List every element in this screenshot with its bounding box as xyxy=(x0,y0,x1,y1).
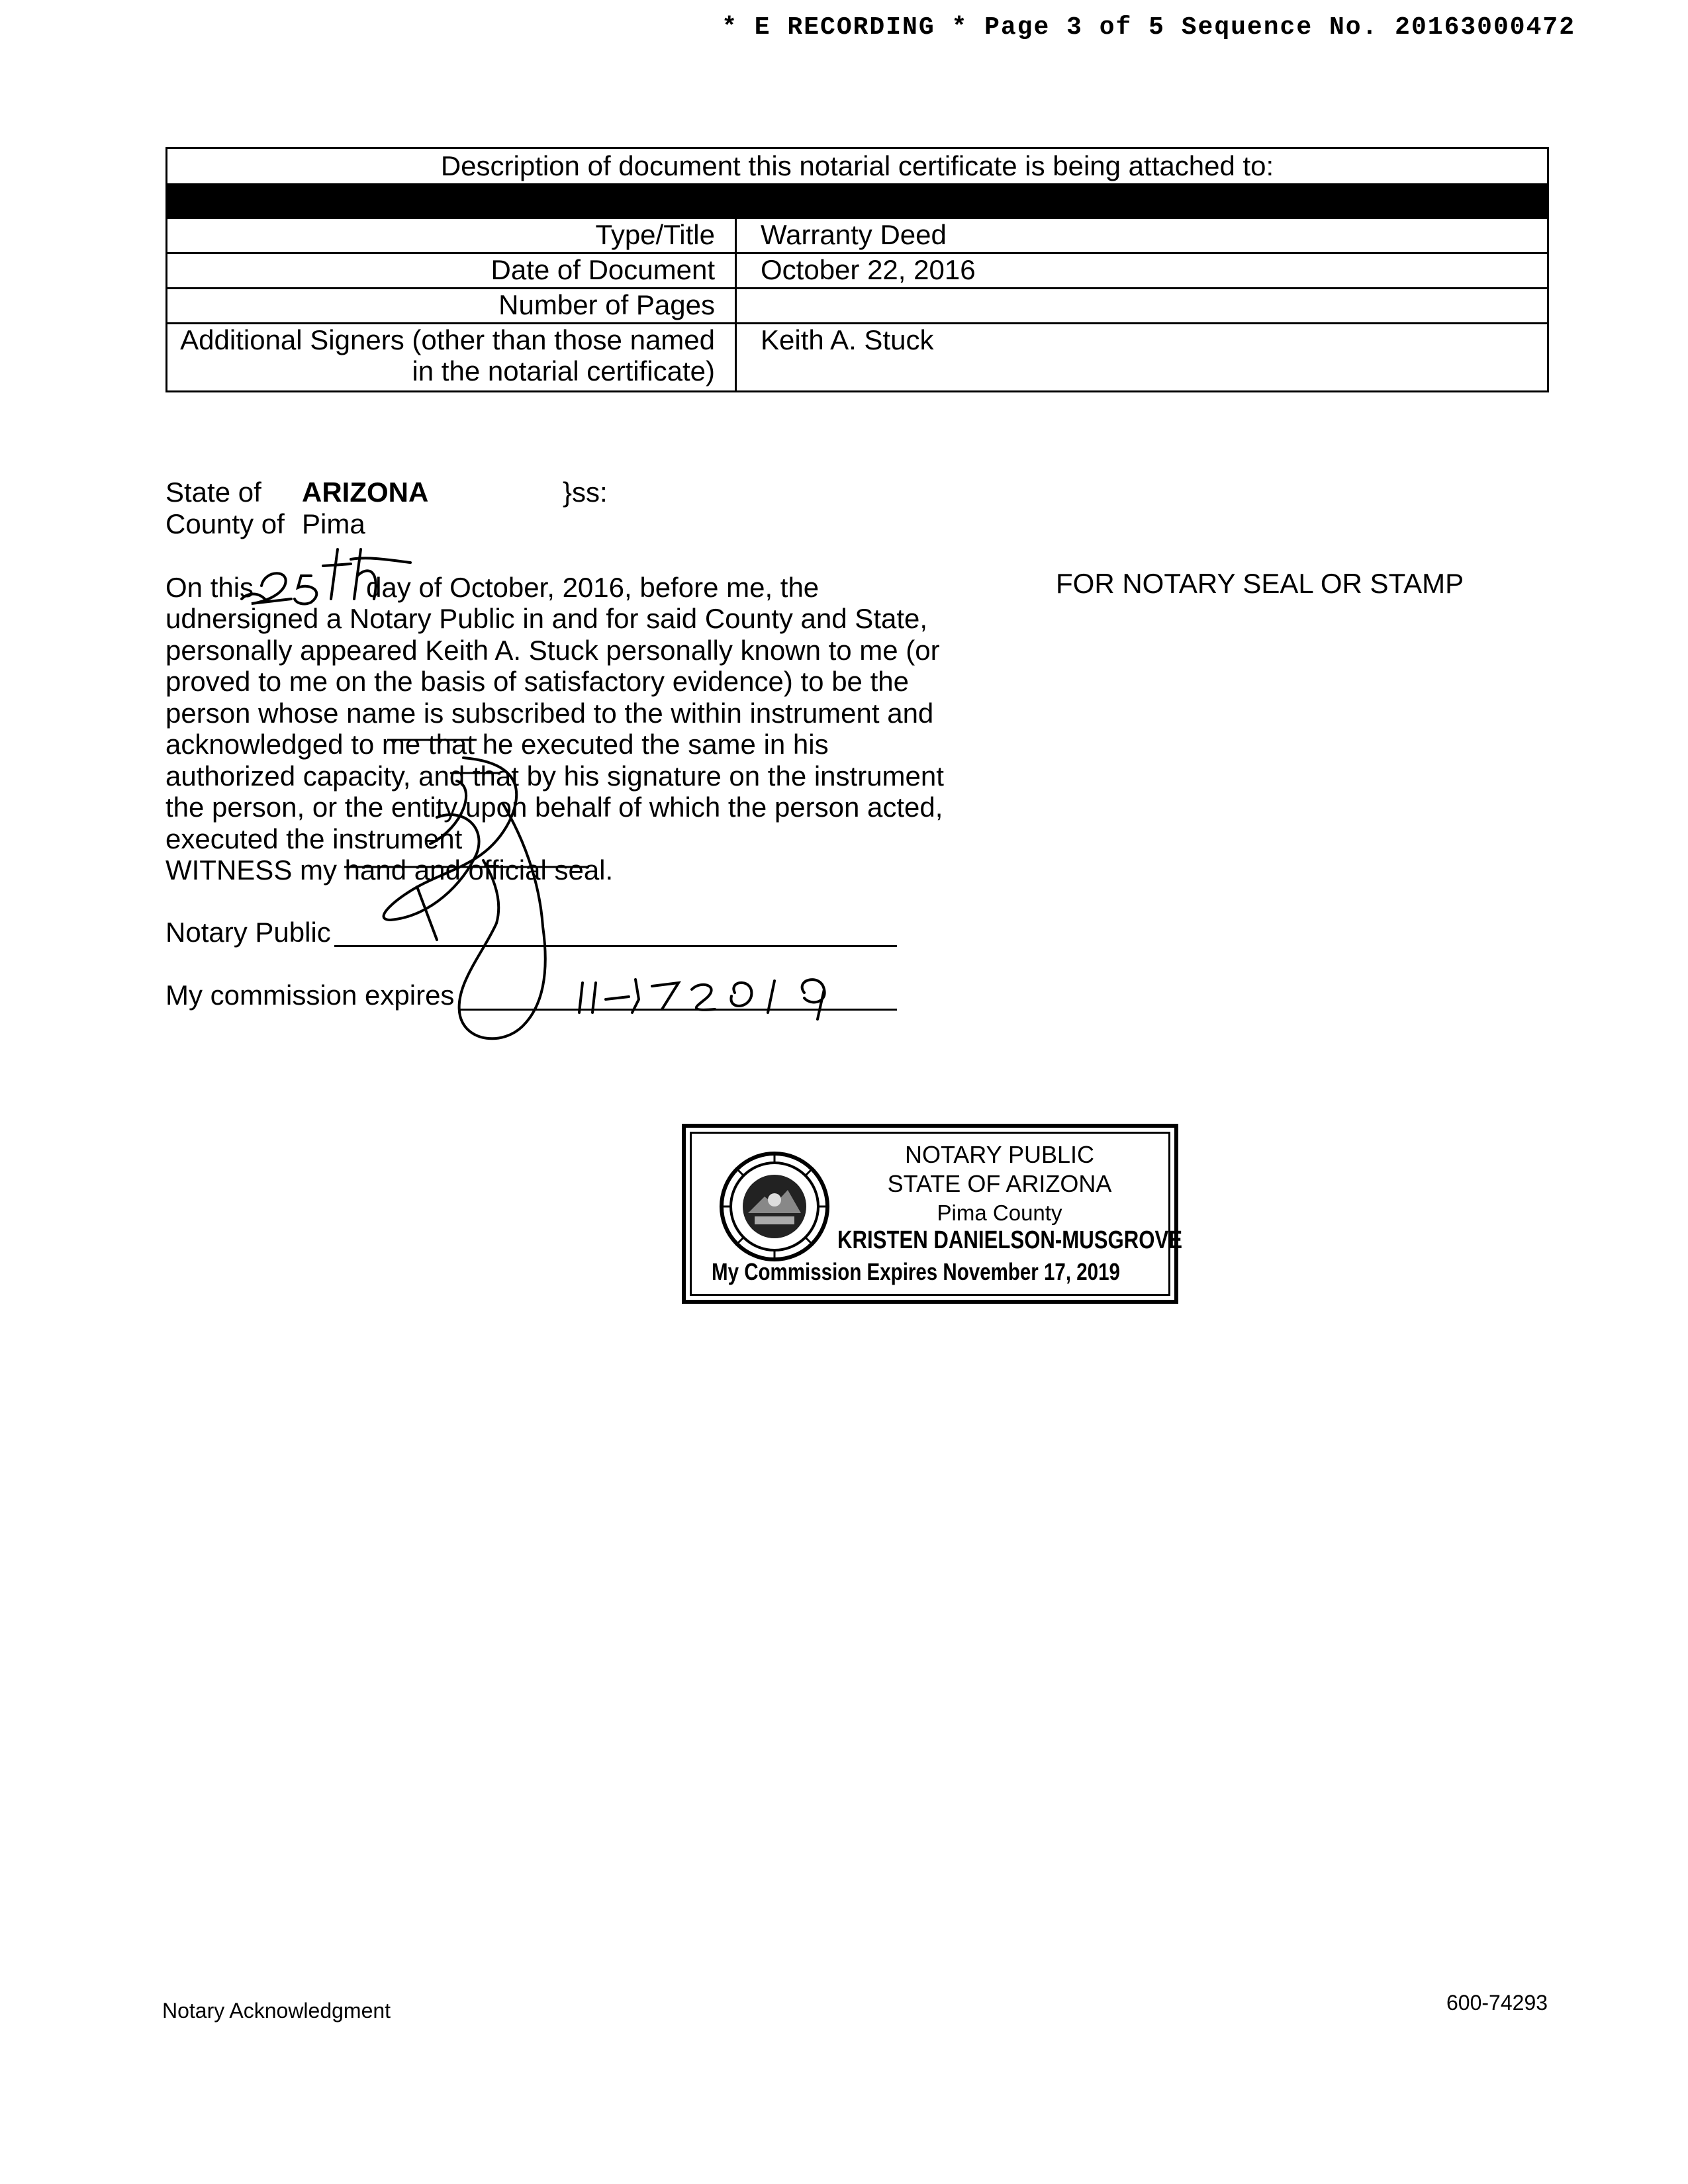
additional-signers-label-line2: in the notarial certificate) xyxy=(412,355,715,387)
ack-line: udnersigned a Notary Public in and for said County and State, xyxy=(165,603,928,634)
ack-line: executed the instrument xyxy=(165,823,463,854)
county-label: County of xyxy=(165,508,285,539)
ack-suffix: day of October, 2016, before me, the xyxy=(366,572,820,603)
stamp-notary-name: KRISTEN DANIELSON-MUSGROVE xyxy=(837,1226,1183,1254)
stamp-line-3: Pima County xyxy=(937,1201,1062,1225)
ack-line: acknowledged to me that he executed the same in his xyxy=(165,729,829,760)
footer-form-title: Notary Acknowledgment xyxy=(162,1999,391,2023)
stamp-commission-expiry: My Commission Expires November 17, 2019 xyxy=(712,1258,1120,1285)
additional-signers-label-line1: Additional Signers (other than those named xyxy=(180,324,715,355)
type-title-value: Warranty Deed xyxy=(761,219,947,250)
seal-placeholder-text: FOR NOTARY SEAL OR STAMP xyxy=(1056,568,1464,599)
ack-prefix: On this xyxy=(165,572,254,603)
ack-line: authorized capacity, and that by his signature on the instrument xyxy=(165,760,944,792)
arizona-seal-icon xyxy=(718,1150,831,1263)
notary-public-label: Notary Public xyxy=(165,917,331,948)
type-title-label: Type/Title xyxy=(167,219,737,252)
ss-mark: }ss: xyxy=(563,477,608,508)
notary-stamp xyxy=(682,1124,1183,1304)
recording-header: * E RECORDING * Page 3 of 5 Sequence No. 20163000472 xyxy=(722,13,1575,42)
footer-form-number: 600-74293 xyxy=(1446,1991,1548,2015)
state-value: ARIZONA xyxy=(302,477,429,508)
date-of-document-value: October 22, 2016 xyxy=(761,254,976,285)
notary-signature-scribble xyxy=(384,758,545,1038)
ack-line: proved to me on the basis of satisfactory evidence) to be the xyxy=(165,666,909,697)
state-label: State of xyxy=(165,477,261,508)
ack-line: personally appeared Keith A. Stuck personally known to me (or xyxy=(165,634,940,666)
description-heading: Description of document this notarial certificate is being attached to: xyxy=(167,149,1547,185)
notary-stamp-frame xyxy=(690,1132,1183,1296)
handwritten-day xyxy=(242,549,410,604)
ack-line: WITNESS my hand and official seal. xyxy=(165,854,614,886)
county-value: Pima xyxy=(302,508,365,539)
ack-line: the person, or the entity upon behalf of which the person acted, xyxy=(165,792,943,823)
date-of-document-label: Date of Document xyxy=(167,254,737,287)
commission-label: My commission expires xyxy=(165,979,455,1011)
additional-signers-value: Keith A. Stuck xyxy=(761,324,934,355)
handwritten-commission-date xyxy=(579,979,825,1019)
stamp-line-2: STATE OF ARIZONA xyxy=(887,1170,1112,1197)
number-of-pages-label: Number of Pages xyxy=(167,289,737,322)
stamp-line-1: NOTARY PUBLIC xyxy=(904,1141,1095,1168)
ack-line: person whose name is subscribed to the within instrument and xyxy=(165,697,934,729)
